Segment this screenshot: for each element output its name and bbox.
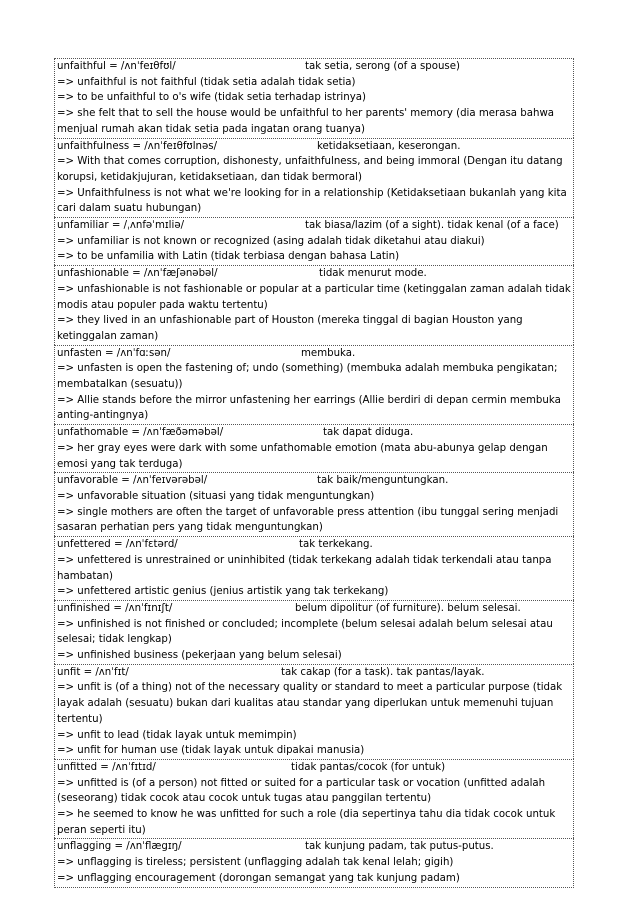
entry-unfamiliar — [54, 217, 574, 265]
meaning: tak baik/menguntungkan. — [317, 475, 449, 487]
entry-unfit — [54, 664, 574, 759]
example-line: => Allie stands before the mirror unfastening her earrings (Allie berdiri di depan cermin membuka anting-antingnya) — [57, 394, 561, 422]
example-line: => unfasten is open the fastening of; undo (something) (membuka adalah membuka pengikatan; membatalkan (sesuatu)) — [57, 363, 558, 391]
example-line: => unfit to lead (tidak layak untuk memimpin) — [57, 729, 297, 741]
meaning: tidak pantas/cocok (for untuk) — [291, 761, 446, 773]
meaning: ketidaksetiaan, keserongan. — [317, 140, 461, 152]
example-line: => unfashionable is not fashionable or popular at a particular time (ketinggalan zaman adalah tidak modis atau populer pada waktu tertentu) — [57, 283, 571, 311]
headword: unflagging = /ʌnˈflægɪŋ/ — [57, 841, 182, 853]
meaning: tidak menurut mode. — [319, 268, 427, 280]
headword: unfit = /ʌnˈfɪt/ — [57, 666, 129, 678]
entry-head — [57, 473, 571, 489]
entry-head — [57, 665, 571, 681]
example-line: => unfettered is unrestrained or uninhibited (tidak terkekang adalah tidak terkendali atau tanpa hambatan) — [57, 554, 552, 582]
headword: unfettered = /ʌnˈfɛtərd/ — [57, 539, 178, 551]
meaning: tak kunjung padam, tak putus-putus. — [305, 841, 494, 853]
meaning: membuka. — [301, 347, 356, 359]
example-line: => to be unfamilia with Latin (tidak terbiasa dengan bahasa Latin) — [57, 251, 400, 263]
entry-head — [57, 760, 571, 776]
meaning: tak biasa/lazim (of a sight). tidak kenal (of a face) — [305, 220, 559, 232]
meaning: tak setia, serong (of a spouse) — [305, 61, 460, 72]
example-line: => unfit for human use (tidak layak untuk dipakai manusia) — [57, 745, 365, 757]
entry-unfaithful — [54, 58, 574, 138]
headword: unfinished = /ʌnˈfɪnɪʃt/ — [57, 602, 173, 614]
example-line: => to be unfaithful to o's wife (tidak setia terhadap istrinya) — [57, 92, 366, 104]
example-line: => unfettered artistic genius (jenius artistik yang tak terkekang) — [57, 586, 389, 598]
headword: unfathomable = /ʌnˈfæðəməbəl/ — [57, 427, 224, 439]
headword: unfamiliar = /ˌʌnfəˈmɪliə/ — [57, 220, 185, 232]
example-line: => unfavorable situation (situasi yang tidak menguntungkan) — [57, 490, 375, 502]
entry-unfavorable — [54, 472, 574, 536]
entry-head — [57, 425, 571, 441]
example-line: => Unfaithfulness is not what we're looking for in a relationship (Ketidaksetiaan bukanlah yang kita cari dalam suatu hubungan) — [57, 187, 567, 215]
headword: unfaithfulness = /ʌnˈfeɪθfʊlnəs/ — [57, 140, 218, 152]
entry-unfinished — [54, 600, 574, 664]
entry-head — [57, 601, 571, 617]
meaning: tak cakap (for a task). tak pantas/layak. — [281, 666, 485, 678]
example-line: => unfinished business (pekerjaan yang belum selesai) — [57, 650, 342, 662]
headword: unfitted = /ʌnˈfɪtɪd/ — [57, 761, 156, 773]
example-line: => unfaithful is not faithful (tidak setia adalah tidak setia) — [57, 76, 356, 88]
example-line: => he seemed to know he was unfitted for such a role (dia sepertinya tahu dia tidak cocok untuk peran seperti itu) — [57, 809, 556, 836]
example-line: => single mothers are often the target of unfavorable press attention (ibu tunggal sering menjadi sasaran perhatian pers yang tidak menguntungkan) — [57, 506, 559, 534]
entry-head — [57, 59, 571, 75]
entry-unfashionable — [54, 265, 574, 345]
example-line: => they lived in an unfashionable part of Houston (mereka tinggal di bagian Houston yang ketinggalan zaman) — [57, 315, 523, 342]
example-line: => her gray eyes were dark with some unfathomable emotion (mata abu-abunya gelap dengan emosi yang tak terduga) — [57, 442, 548, 470]
meaning: tak dapat diduga. — [323, 427, 414, 439]
headword: unfavorable = /ʌnˈfeɪvərəbəl/ — [57, 475, 208, 487]
entry-head — [57, 839, 571, 855]
headword: unfasten = /ʌnˈfɑːsən/ — [57, 347, 171, 359]
meaning: tak terkekang. — [299, 539, 373, 551]
entry-unflagging — [54, 838, 574, 887]
entry-head — [57, 346, 571, 362]
entry-head — [57, 537, 571, 553]
dictionary-page — [54, 58, 574, 888]
entry-head — [57, 266, 571, 282]
entry-head — [57, 139, 571, 155]
meaning: belum dipolitur (of furniture). belum selesai. — [295, 602, 521, 614]
entry-unfathomable — [54, 424, 574, 472]
example-line: => unfitted is (of a person) not fitted or suited for a particular task or vocation (unfitted adalah (seseorang) tidak cocok atau cocok untuk tugas atau panggilan tertentu) — [57, 777, 546, 805]
example-line: => unfamiliar is not known or recognized (asing adalah tidak diketahui atau diakui) — [57, 235, 485, 247]
headword: unfashionable = /ʌnˈfæʃənəbəl/ — [57, 268, 218, 280]
entry-unfaithfulness — [54, 138, 574, 218]
headword: unfaithful = /ʌnˈfeɪθfʊl/ — [57, 61, 176, 72]
example-line: => With that comes corruption, dishonesty, unfaithfulness, and being immoral (Dengan itu datang korupsi, ketidakjujuran, ketidaksetiaan, dan tidak bermoral) — [57, 156, 563, 183]
example-line: => unfinished is not finished or concluded; incomplete (belum selesai adalah belum selesai atau selesai; tidak lengkap) — [57, 618, 553, 646]
example-line: => unfit is (of a thing) not of the necessary quality or standard to meet a particular purpose (tidak layak adalah (sesuatu) bukan dari kualitas atau standar yang diperlukan untuk memenuhi tujuan tertentu) — [57, 682, 563, 725]
entry-unfettered — [54, 536, 574, 600]
example-line: => unflagging is tireless; persistent (unflagging adalah tak kenal lelah; gigih) — [57, 857, 454, 869]
entry-head — [57, 218, 571, 234]
example-line: => she felt that to sell the house would be unfaithful to her parents' memory (dia merasa bahwa menjual rumah akan tidak setia pada ingatan orang tuanya) — [57, 108, 555, 135]
entry-unfitted — [54, 759, 574, 839]
entry-unfasten — [54, 345, 574, 425]
example-line: => unflagging encouragement (dorongan semangat yang tak kunjung padam) — [57, 872, 460, 884]
